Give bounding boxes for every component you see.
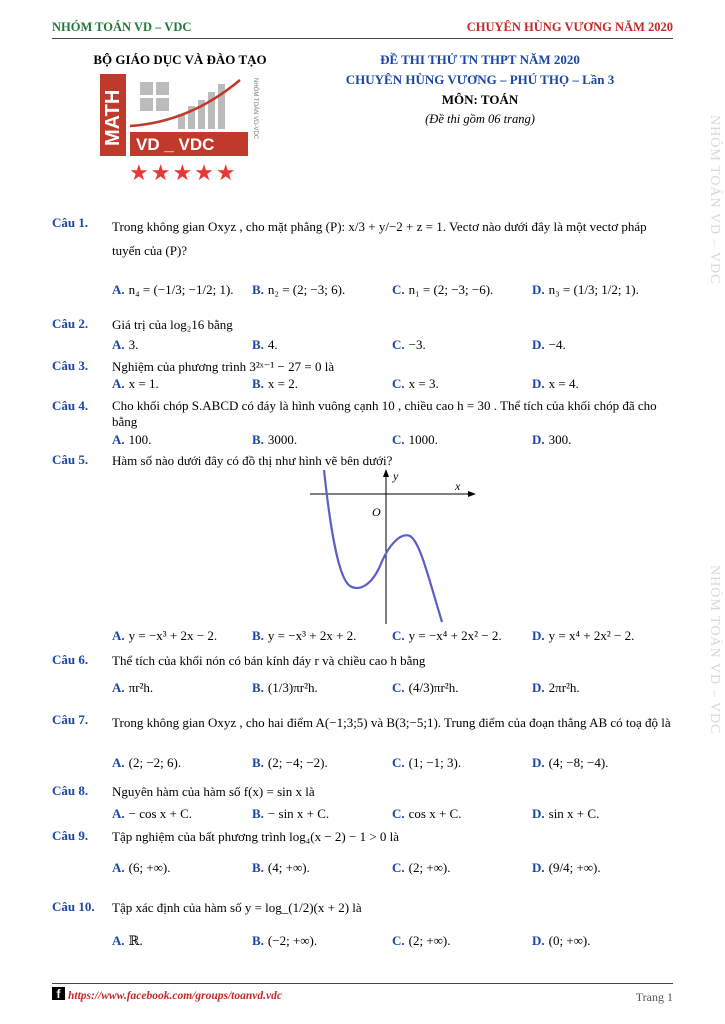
option-letter: A. xyxy=(112,282,125,297)
option-b[interactable] xyxy=(252,432,297,448)
x-axis-arrow xyxy=(468,491,476,497)
origin-label: O xyxy=(372,505,381,519)
option-a[interactable] xyxy=(112,933,143,949)
option-letter: C. xyxy=(392,806,405,821)
question-text: Trong không gian Oxyz , cho mặt phẳng (P): x/3 + y/−2 + z = 1. Vectơ nào dưới đây là một vectơ pháp tuyến của (P)? xyxy=(112,219,647,258)
option-c[interactable] xyxy=(392,337,426,353)
option-a[interactable] xyxy=(112,860,171,876)
option-letter: D. xyxy=(532,933,545,948)
option-d[interactable] xyxy=(532,806,599,822)
side-watermark-bottom: NHÓM TOÁN VD – VDC xyxy=(707,565,722,735)
option-body: 2πr²h. xyxy=(548,680,580,695)
y-label: y xyxy=(393,469,399,483)
option-body: x = 4. xyxy=(548,376,579,391)
option-body: n₂ = (2; −3; 6). xyxy=(267,282,346,297)
option-a[interactable] xyxy=(112,680,153,696)
option-b[interactable] xyxy=(252,860,310,876)
options-q4 xyxy=(112,432,672,450)
option-letter: A. xyxy=(112,860,125,875)
option-d[interactable] xyxy=(532,755,608,771)
option-letter: A. xyxy=(112,933,125,948)
option-c[interactable] xyxy=(392,628,502,644)
option-body: y = −x³ + 2x + 2. xyxy=(267,628,357,643)
option-body: (6; +∞). xyxy=(128,860,171,875)
option-d[interactable] xyxy=(532,282,639,298)
option-letter: A. xyxy=(112,755,125,770)
option-a[interactable] xyxy=(112,376,159,392)
option-letter: C. xyxy=(392,680,405,695)
question-3 xyxy=(52,358,672,376)
option-body: x = 3. xyxy=(408,376,439,391)
question-label: Câu 1. xyxy=(52,215,89,230)
option-letter: D. xyxy=(532,860,545,875)
option-c[interactable] xyxy=(392,376,439,392)
option-d[interactable] xyxy=(532,680,580,696)
option-body: − cos x + C. xyxy=(128,806,193,821)
option-letter: B. xyxy=(252,337,264,352)
option-d[interactable] xyxy=(532,432,571,448)
option-letter: D. xyxy=(532,755,545,770)
subject-title: MÔN: TOÁN xyxy=(441,92,519,107)
option-b[interactable] xyxy=(252,933,317,949)
option-letter: C. xyxy=(392,282,405,297)
option-a[interactable] xyxy=(112,282,234,298)
question-text: Hàm số nào dưới đây có đồ thị như hình vẽ bên dưới? xyxy=(112,453,393,468)
option-letter: B. xyxy=(252,376,264,391)
option-a[interactable] xyxy=(112,755,181,771)
question-text: Tập nghiệm của bất phương trình log₄(x − 2) − 1 > 0 là xyxy=(112,829,400,844)
option-body: y = −x⁴ + 2x² − 2. xyxy=(408,628,502,643)
option-b[interactable] xyxy=(252,680,318,696)
facebook-icon: f xyxy=(52,987,65,1000)
question-label: Câu 5. xyxy=(52,452,89,467)
option-letter: C. xyxy=(392,755,405,770)
option-b[interactable] xyxy=(252,376,298,392)
option-d[interactable] xyxy=(532,628,634,644)
option-body: − sin x + C. xyxy=(267,806,330,821)
option-d[interactable] xyxy=(532,933,591,949)
question-text: Nghiệm của phương trình 3²ˣ⁻¹ − 27 = 0 là xyxy=(112,359,335,374)
option-letter: A. xyxy=(112,376,125,391)
option-body: x = 1. xyxy=(128,376,159,391)
question-label: Câu 6. xyxy=(52,652,89,667)
x-label: x xyxy=(455,479,461,493)
options-q10 xyxy=(112,933,672,951)
option-body: sin x + C. xyxy=(548,806,600,821)
option-body: 3000. xyxy=(267,432,298,447)
option-body: 300. xyxy=(548,432,572,447)
option-letter: B. xyxy=(252,680,264,695)
option-letter: D. xyxy=(532,282,545,297)
question-1 xyxy=(52,215,672,263)
school-title: CHUYÊN HÙNG VƯƠNG – PHÚ THỌ – Lần 3 xyxy=(345,72,615,87)
options-q5 xyxy=(112,628,672,646)
question-label: Câu 3. xyxy=(52,358,89,373)
option-body: (2; −2; 6). xyxy=(128,755,182,770)
option-letter: B. xyxy=(252,933,264,948)
option-body: y = −x³ + 2x − 2. xyxy=(128,628,218,643)
option-letter: B. xyxy=(252,628,264,643)
options-q9 xyxy=(112,860,672,878)
option-letter: B. xyxy=(252,282,264,297)
option-c[interactable] xyxy=(392,860,451,876)
option-c[interactable] xyxy=(392,282,493,298)
option-b[interactable] xyxy=(252,806,329,822)
option-letter: A. xyxy=(112,337,125,352)
option-letter: D. xyxy=(532,337,545,352)
option-body: (4/3)πr²h. xyxy=(408,680,459,695)
question-label: Câu 4. xyxy=(52,398,89,413)
header-left: NHÓM TOÁN VD – VDC xyxy=(52,20,192,34)
option-letter: B. xyxy=(252,860,264,875)
option-body: (0; +∞). xyxy=(548,933,591,948)
option-letter: C. xyxy=(392,628,405,643)
option-letter: D. xyxy=(532,376,545,391)
exam-title: ĐỀ THI THỬ TN THPT NĂM 2020 xyxy=(380,52,580,67)
question-2 xyxy=(52,316,672,334)
function-curve xyxy=(324,470,442,622)
options-q7 xyxy=(112,755,672,773)
question-label: Câu 10. xyxy=(52,899,95,914)
option-letter: B. xyxy=(252,432,264,447)
question-7 xyxy=(52,712,672,734)
option-b[interactable] xyxy=(252,755,328,771)
option-letter: D. xyxy=(532,432,545,447)
option-body: cos x + C. xyxy=(408,806,462,821)
option-body: 100. xyxy=(128,432,152,447)
option-d[interactable] xyxy=(532,337,566,353)
option-a[interactable] xyxy=(112,337,138,353)
option-d[interactable] xyxy=(532,860,601,876)
header-right: CHUYÊN HÙNG VƯƠNG NĂM 2020 xyxy=(466,20,673,34)
option-letter: B. xyxy=(252,806,264,821)
option-letter: D. xyxy=(532,806,545,821)
question-6 xyxy=(52,652,672,670)
option-body: πr²h. xyxy=(128,680,154,695)
option-c[interactable] xyxy=(392,680,458,696)
question-text: Giá trị của log₂16 bằng xyxy=(112,317,233,332)
option-body: (9/4; +∞). xyxy=(548,860,601,875)
option-body: (4; +∞). xyxy=(267,860,310,875)
option-body: n₃ = (1/3; 1/2; 1). xyxy=(548,282,639,297)
option-c[interactable] xyxy=(392,933,451,949)
option-body: y = x⁴ + 2x² − 2. xyxy=(548,628,635,643)
option-letter: A. xyxy=(112,432,125,447)
y-axis-arrow xyxy=(383,469,389,477)
option-c[interactable] xyxy=(392,432,438,448)
option-body: (2; +∞). xyxy=(408,933,451,948)
option-body: −3. xyxy=(408,337,426,352)
function-graph xyxy=(300,466,480,624)
option-letter: A. xyxy=(112,806,125,821)
math-vd-vdc-logo xyxy=(100,74,262,156)
question-label: Câu 8. xyxy=(52,783,89,798)
option-body: x = 2. xyxy=(267,376,299,391)
question-text: Cho khối chóp S.ABCD có đáy là hình vuông cạnh 10 , chiều cao h = 30 . Thể tích của khối chóp đã cho bằng xyxy=(112,398,657,429)
facebook-group-link[interactable]: https://www.facebook.com/groups/toanvd.vdc xyxy=(68,990,282,1002)
option-body: (1; −1; 3). xyxy=(408,755,462,770)
option-body: n₁ = (2; −3; −6). xyxy=(408,282,494,297)
option-body: (−2; +∞). xyxy=(267,933,318,948)
option-c[interactable] xyxy=(392,806,461,822)
question-10 xyxy=(52,899,672,917)
option-body: 1000. xyxy=(408,432,438,447)
question-9 xyxy=(52,828,672,846)
option-body: n₄ = (−1/3; −1/2; 1). xyxy=(128,282,234,297)
question-text: Nguyên hàm của hàm số f(x) = sin x là xyxy=(112,784,315,799)
question-text: Tập xác định của hàm số y = log_(1/2)(x + 2) là xyxy=(112,900,362,915)
option-a[interactable] xyxy=(112,432,151,448)
svg-text:NHÓM TOÁN VD-VDC: NHÓM TOÁN VD-VDC xyxy=(252,78,258,140)
option-body: (4; −8; −4). xyxy=(548,755,609,770)
page-number: Trang 1 xyxy=(635,990,673,1004)
options-q1 xyxy=(112,282,672,300)
options-q6 xyxy=(112,680,672,698)
option-body: −4. xyxy=(548,337,566,352)
question-label: Câu 7. xyxy=(52,712,89,727)
option-letter: B. xyxy=(252,755,264,770)
option-letter: C. xyxy=(392,376,405,391)
option-a[interactable] xyxy=(112,628,217,644)
header-rule xyxy=(52,38,673,39)
option-c[interactable] xyxy=(392,755,461,771)
option-letter: A. xyxy=(112,680,125,695)
option-b[interactable] xyxy=(252,282,345,298)
svg-text:VD _ VDC: VD _ VDC xyxy=(136,135,215,154)
svg-text:MATH: MATH xyxy=(102,89,124,146)
option-body: 3. xyxy=(128,337,139,352)
option-body: ℝ. xyxy=(128,933,143,948)
footer-rule xyxy=(52,983,673,984)
option-letter: A. xyxy=(112,628,125,643)
option-letter: C. xyxy=(392,933,405,948)
option-b[interactable] xyxy=(252,628,356,644)
option-body: (2; +∞). xyxy=(408,860,451,875)
option-letter: C. xyxy=(392,432,405,447)
question-label: Câu 2. xyxy=(52,316,89,331)
option-a[interactable] xyxy=(112,806,192,822)
option-letter: D. xyxy=(532,628,545,643)
options-q2 xyxy=(112,337,672,355)
question-label: Câu 9. xyxy=(52,828,89,843)
option-letter: C. xyxy=(392,860,405,875)
question-text: Thể tích của khối nón có bán kính đáy r và chiều cao h bằng xyxy=(112,653,426,668)
question-text: Trong không gian Oxyz , cho hai điểm A(−1;3;5) và B(3;−5;1). Trung điểm của đoạn thẳng AB có toạ độ là xyxy=(112,715,671,730)
option-body: (2; −4; −2). xyxy=(267,755,328,770)
ministry-title: BỘ GIÁO DỤC VÀ ĐÀO TẠO xyxy=(93,52,267,67)
rating-stars: ★★★★★ xyxy=(129,160,238,185)
option-letter: D. xyxy=(532,680,545,695)
pages-note: (Đề thi gồm 06 trang) xyxy=(425,112,535,126)
options-q8 xyxy=(112,806,672,824)
option-d[interactable] xyxy=(532,376,579,392)
option-letter: C. xyxy=(392,337,405,352)
option-body: (1/3)πr²h. xyxy=(267,680,318,695)
question-4 xyxy=(52,398,672,430)
side-watermark-top: NHÓM TOÁN VD – VDC xyxy=(707,115,722,285)
option-body: 4. xyxy=(267,337,278,352)
options-q3 xyxy=(112,376,672,394)
option-b[interactable] xyxy=(252,337,278,353)
question-8 xyxy=(52,783,672,801)
